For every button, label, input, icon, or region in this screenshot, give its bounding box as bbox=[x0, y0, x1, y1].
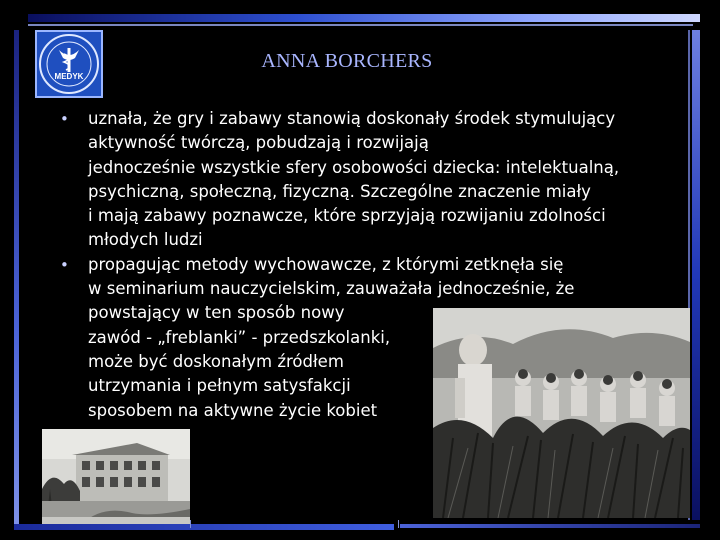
bullet-line: jednocześnie wszystkie sfery osobowości dziecka: intelektualną, bbox=[88, 157, 620, 177]
bullet-line: młodych ludzi bbox=[88, 230, 203, 250]
bullet-item bbox=[60, 107, 670, 253]
photo-children-with-teacher bbox=[433, 308, 690, 518]
frame-tick bbox=[190, 520, 191, 528]
frame-top-bar bbox=[28, 14, 700, 22]
frame-left-bar bbox=[14, 30, 19, 530]
bullet-line: propagując metody wychowawcze, z którymi zetknęła się bbox=[88, 254, 564, 274]
bullet-line: sposobem na aktywne życie kobiet bbox=[88, 400, 378, 420]
bullet-line: psychiczną, społeczną, fizyczną. Szczególne znaczenie miały bbox=[88, 181, 591, 201]
bullet-glyph: • bbox=[60, 110, 69, 128]
bullet-line: uznała, że gry i zabawy stanowią doskonały środek stymulujący bbox=[88, 109, 616, 128]
bullet-line: powstający w ten sposób nowy bbox=[88, 303, 345, 323]
bullet-line: zawód - „freblanki” - przedszkolanki, bbox=[88, 327, 391, 347]
bullet-line: utrzymania i pełnym satysfakcji bbox=[88, 376, 351, 396]
svg-text:MEDYK: MEDYK bbox=[54, 72, 84, 81]
photo-kindergarten-building bbox=[42, 429, 190, 524]
frame-right-bar bbox=[692, 30, 700, 520]
frame-bottom-bar bbox=[14, 524, 394, 530]
frame-tick bbox=[398, 520, 399, 528]
bullet-line: w seminarium nauczycielskim, zauważała jednocześnie, że bbox=[88, 279, 575, 299]
bullet-glyph: • bbox=[60, 255, 69, 274]
frame-bottom-bar-right bbox=[400, 524, 700, 528]
bullet-line: i mają zabawy poznawcze, które sprzyjają rozwijaniu zdolności bbox=[88, 206, 606, 226]
bullet-line: aktywność twórczą, pobudzają i rozwijają bbox=[88, 133, 429, 153]
frame-top-line bbox=[28, 24, 693, 26]
slide-title: ANNA BORCHERS bbox=[261, 50, 433, 72]
bullet-line: może być doskonałym źródłem bbox=[88, 351, 344, 371]
